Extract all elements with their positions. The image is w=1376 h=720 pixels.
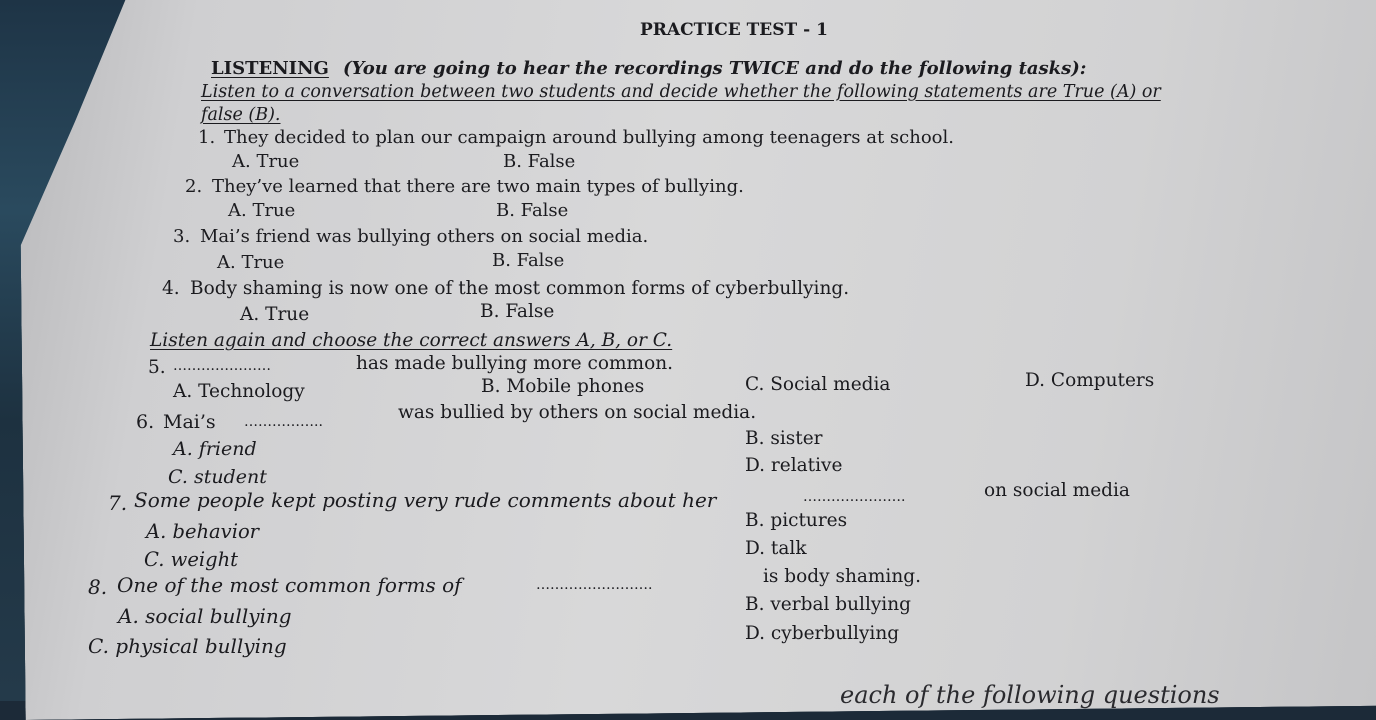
question-6-number: 6. <box>136 411 155 433</box>
question-7-blank: …………………. <box>803 489 906 505</box>
question-6-text-before: Mai’s <box>163 411 216 433</box>
question-5-option-d: D. Computers <box>1025 370 1155 391</box>
question-1-number: 1. <box>198 127 216 148</box>
part2-instruction: Listen again and choose the correct answers A, B, or C. <box>150 330 673 351</box>
part1-instruction-line1: Listen to a conversation between two students and decide whether the following statements are True (A) or <box>201 82 1161 102</box>
question-8-text: One of the most common forms of <box>117 573 462 597</box>
question-7-option-d: D. talk <box>745 538 807 559</box>
part1-instruction-line2: false (B). <box>201 105 281 125</box>
question-7-option-b: B. pictures <box>745 510 848 531</box>
question-5-blank: ………………… <box>173 358 271 374</box>
question-1-option-a: A. True <box>232 151 300 172</box>
question-7-text-after: on social media <box>984 480 1130 501</box>
question-3-option-b: B. False <box>492 250 565 271</box>
question-4-text: Body shaming is now one of the most common forms of cyberbullying. <box>190 278 850 299</box>
question-6-blank: …………….. <box>244 414 323 430</box>
question-3-option-a: A. True <box>217 252 285 273</box>
question-8-blank: ……………………. <box>536 577 653 593</box>
question-5-option-a: A. Technology <box>173 381 305 402</box>
question-6-option-c: C. student <box>168 466 267 488</box>
question-6-option-d: D. relative <box>745 455 843 476</box>
question-2-option-b: B. False <box>496 200 569 221</box>
question-3-number: 3. <box>173 226 191 247</box>
page-title: PRACTICE TEST - 1 <box>640 20 828 40</box>
question-7-option-a: A. behavior <box>146 520 260 543</box>
question-5-option-b: B. Mobile phones <box>481 376 645 397</box>
question-4-number: 4. <box>162 278 180 299</box>
question-4-option-a: A. True <box>240 304 310 325</box>
listening-label: LISTENING <box>211 58 329 79</box>
question-1-text: They decided to plan our campaign around bullying among teenagers at school. <box>224 127 954 148</box>
question-5-text: has made bullying more common. <box>356 353 674 374</box>
question-3-text: Mai’s friend was bullying others on social media. <box>200 226 649 247</box>
question-7-text: Some people kept posting very rude comments about her <box>134 488 717 512</box>
question-6-option-a: A. friend <box>173 438 257 460</box>
question-2-text: They’ve learned that there are two main types of bullying. <box>212 176 744 197</box>
question-8-text-after: is body shaming. <box>763 566 921 587</box>
question-8-number: 8. <box>88 575 108 599</box>
question-8-option-d: D. cyberbullying <box>745 623 900 644</box>
question-7-number: 7. <box>108 491 128 515</box>
question-4-option-b: B. False <box>480 301 555 322</box>
question-2-option-a: A. True <box>228 200 296 221</box>
question-1-option-b: B. False <box>503 151 576 172</box>
question-8-option-b: B. verbal bullying <box>745 594 911 615</box>
listening-instruction: (You are going to hear the recordings TWICE and do the following tasks): <box>343 58 1087 79</box>
question-5-number: 5. <box>148 357 166 378</box>
question-2-number: 2. <box>185 176 203 197</box>
cut-off-footer-text: each of the following questions <box>840 681 1220 709</box>
question-6-option-b: B. sister <box>745 428 823 449</box>
question-6-text: was bullied by others on social media. <box>398 402 757 423</box>
question-8-option-a: A. social bullying <box>118 604 292 628</box>
question-7-option-c: C. weight <box>144 548 238 571</box>
question-5-option-c: C. Social media <box>745 374 891 395</box>
question-8-option-c: C. physical bullying <box>88 634 287 658</box>
